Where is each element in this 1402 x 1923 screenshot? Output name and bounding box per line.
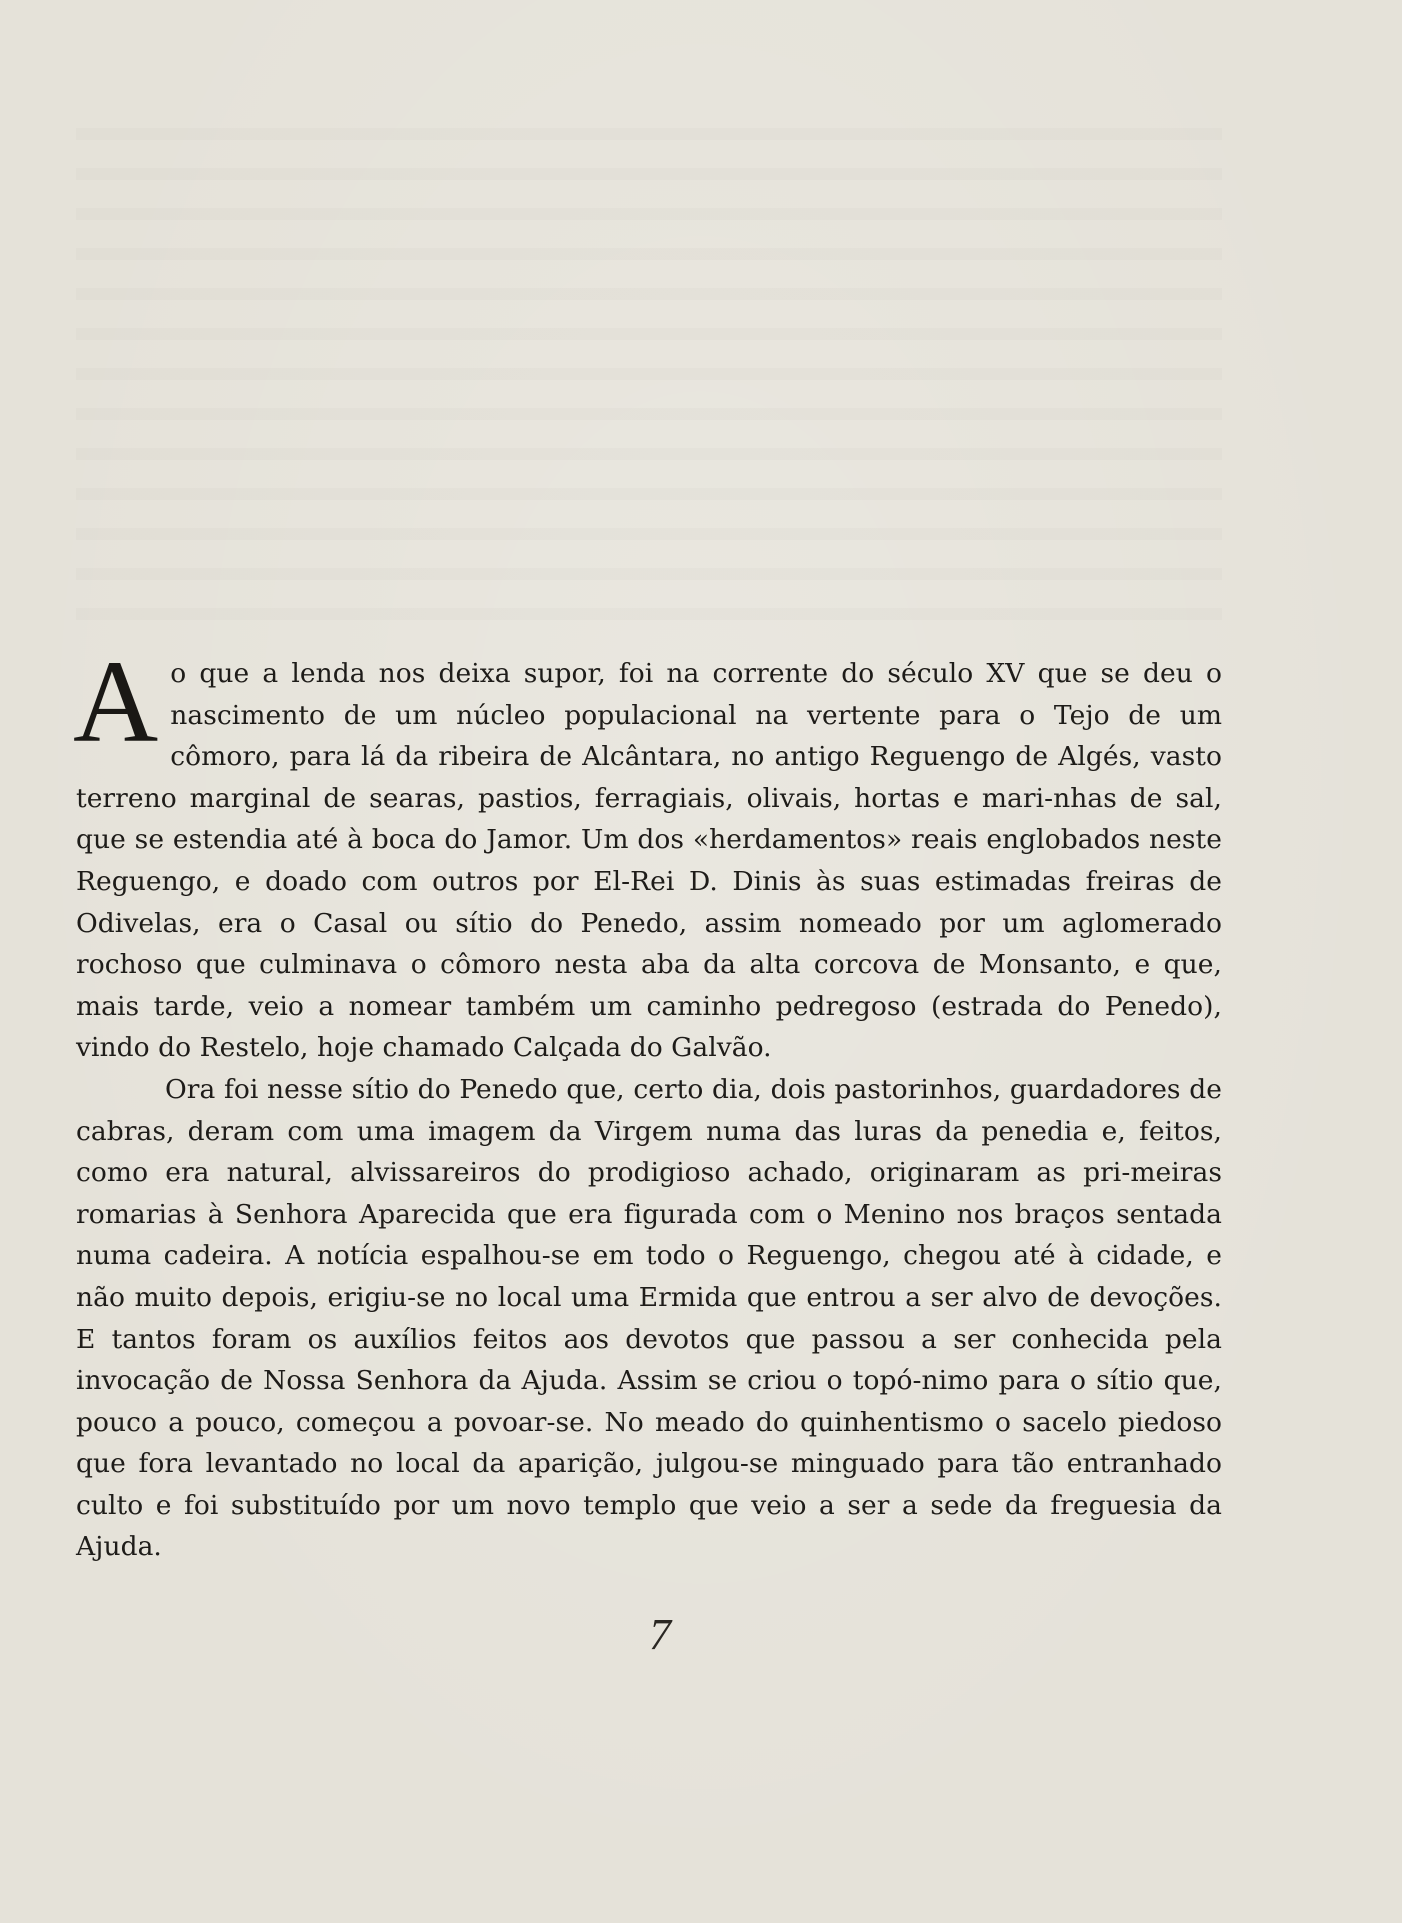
paragraph-1-text: o que a lenda nos deixa supor, foi na corrente do século XV que se deu o nascimento de um núcleo populacional na vertente para o Tejo de um cômoro, para lá da ribeira de Alcântara, no antigo Reguengo de Algés, vasto terreno marginal de searas, pastios, ferragiais, olivais, hortas e mari-nhas de sal, que se estendia até à boca do Jamor. Um dos «herdamentos» reais englobados neste Reguengo, e doado com outros por El-Rei D. Dinis às suas estimadas freiras de Odivelas, era o Casal ou sítio do Penedo, assim nomeado por um aglomerado rochoso que culminava o cômoro nesta aba da alta corcova de Monsanto, e que, mais tarde, veio a nomear também um caminho pedregoso (estrada do Penedo), vindo do Restelo, hoje chamado Calçada do Galvão.	[76, 658, 1222, 1064]
show-through-texture	[76, 100, 1222, 620]
page-number: 7	[649, 1610, 671, 1659]
drop-cap: A	[73, 636, 159, 767]
paragraph-1	[73, 636, 1222, 1069]
body-text	[73, 636, 1222, 1568]
paragraph-2-text: Ora foi nesse sítio do Penedo que, certo dia, dois pastorinhos, guardadores de cabras, deram com uma imagem da Virgem numa das luras da penedia e, feitos, como era natural, alvissareiros do prodigioso achado, originaram as pri-meiras romarias à Senhora Aparecida que era figurada com o Menino nos braços sentada numa cadeira. A notícia espalhou-se em todo o Reguengo, chegou até à cidade, e não muito depois, erigiu-se no local uma Ermida que entrou a ser alvo de devoções. E tantos foram os auxílios feitos aos devotos que passou a ser conhecida pela invocação de Nossa Senhora da Ajuda. Assim se criou o topó-nimo para o sítio que, pouco a pouco, começou a povoar-se. No meado do quinhentismo o sacelo piedoso que fora levantado no local da aparição, julgou-se minguado para tão entranhado culto e foi substituído por um novo templo que veio a ser a sede da freguesia da Ajuda.	[76, 1073, 1222, 1563]
paragraph-2	[76, 1069, 1222, 1568]
